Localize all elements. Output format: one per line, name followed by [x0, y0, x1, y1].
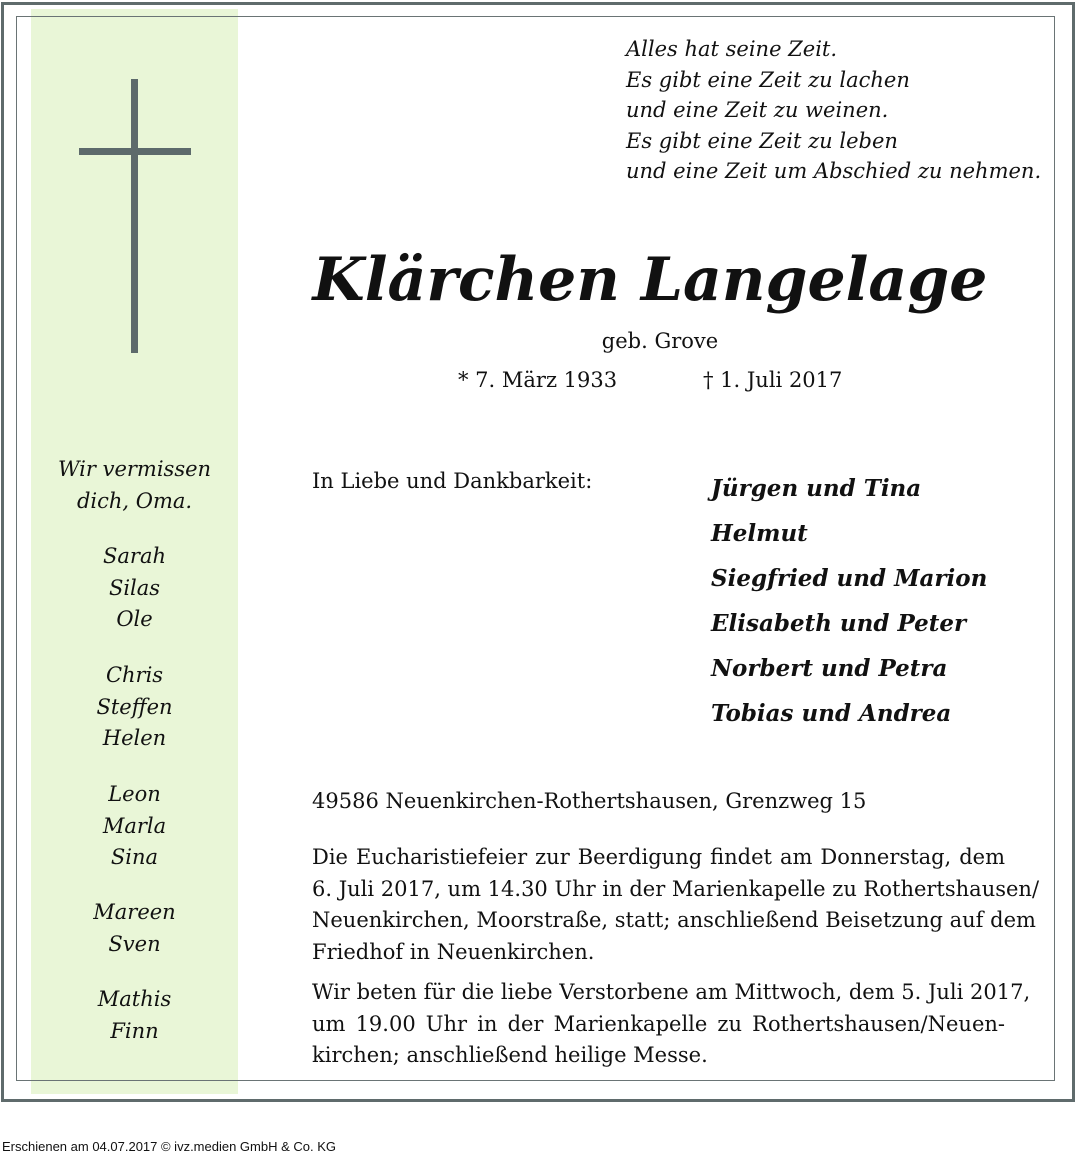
- family-member: Tobias und Andrea: [711, 700, 952, 727]
- grandchild-name: Mareen: [93, 900, 176, 924]
- grandchild-name: Silas: [108, 575, 161, 600]
- birth-date: * 7. März 1933: [458, 368, 618, 392]
- grandchild-name: Ole: [116, 607, 153, 631]
- publication-footer: Erschienen am 04.07.2017 © ivz.medien GmbH & Co. KG: [2, 1139, 337, 1154]
- prayer-notice-line: um 19.00 Uhr in der Marienkapelle zu Rothertshausen/Neuen-: [312, 1011, 1005, 1036]
- death-date: † 1. Juli 2017: [703, 368, 843, 392]
- grandchildren-group: [31, 660, 238, 755]
- poem-line: Alles hat seine Zeit.: [626, 37, 838, 61]
- cross-vertical-bar: [131, 79, 138, 353]
- family-member: Norbert und Petra: [711, 655, 948, 682]
- thanks-label: In Liebe und Dankbarkeit:: [312, 469, 593, 493]
- sidebar-message-line: dich, Oma.: [76, 488, 193, 513]
- cross-horizontal-bar: [79, 148, 191, 155]
- grandchildren-group: [31, 897, 238, 960]
- grandchild-name: Mathis: [97, 987, 172, 1011]
- prayer-notice: [312, 977, 1031, 1072]
- prayer-notice-line: Wir beten für die liebe Verstorbene am Mittwoch, dem 5. Juli 2017,: [312, 980, 1031, 1004]
- address: 49586 Neuenkirchen-Rothertshausen, Grenzweg 15: [312, 789, 867, 813]
- prayer-notice-line: kirchen; anschließend heilige Messe.: [312, 1043, 708, 1067]
- grandchild-name: Steffen: [96, 694, 173, 719]
- funeral-notice-line: Friedhof in Neuenkirchen.: [312, 939, 595, 964]
- grandchild-name: Finn: [110, 1018, 159, 1043]
- grandchild-name: Marla: [102, 813, 167, 838]
- poem-line: Es gibt eine Zeit zu leben: [626, 128, 898, 153]
- sidebar-message-line: Wir vermissen: [57, 457, 212, 481]
- poem-line: Es gibt eine Zeit zu lachen: [626, 67, 910, 92]
- funeral-notice-line: Neuenkirchen, Moorstraße, statt; anschließend Beisetzung auf dem: [312, 908, 1036, 932]
- maiden-name: geb. Grove: [601, 329, 719, 353]
- poem-line: und eine Zeit zu weinen.: [626, 98, 889, 122]
- grandchildren-group: [31, 779, 238, 874]
- grandchild-name: Sarah: [103, 544, 166, 568]
- funeral-notice: [312, 842, 1040, 968]
- poem-line: und eine Zeit um Abschied zu nehmen.: [626, 159, 1042, 183]
- funeral-notice-line: 6. Juli 2017, um 14.30 Uhr in der Marienkapelle zu Rothertshausen/: [312, 876, 1040, 901]
- family-list: [711, 466, 987, 736]
- family-member: Jürgen und Tina: [711, 475, 922, 502]
- deceased-name: Klärchen Langelage: [312, 245, 988, 315]
- grandchildren-group: [31, 984, 238, 1047]
- grandchild-name: Helen: [102, 726, 167, 750]
- grandchild-name: Leon: [108, 782, 161, 806]
- poem: [626, 34, 1046, 187]
- grandchild-name: Chris: [105, 663, 164, 687]
- grandchild-name: Sina: [110, 845, 159, 869]
- sidebar-message: [31, 454, 238, 517]
- funeral-notice-line: Die Eucharistiefeier zur Beerdigung findet am Donnerstag, dem: [312, 845, 1005, 869]
- grandchild-name: Sven: [108, 931, 161, 956]
- grandchildren-group: [31, 541, 238, 636]
- family-member: Elisabeth und Peter: [711, 610, 967, 637]
- family-member: Helmut: [711, 520, 808, 547]
- family-member: Siegfried und Marion: [711, 565, 988, 592]
